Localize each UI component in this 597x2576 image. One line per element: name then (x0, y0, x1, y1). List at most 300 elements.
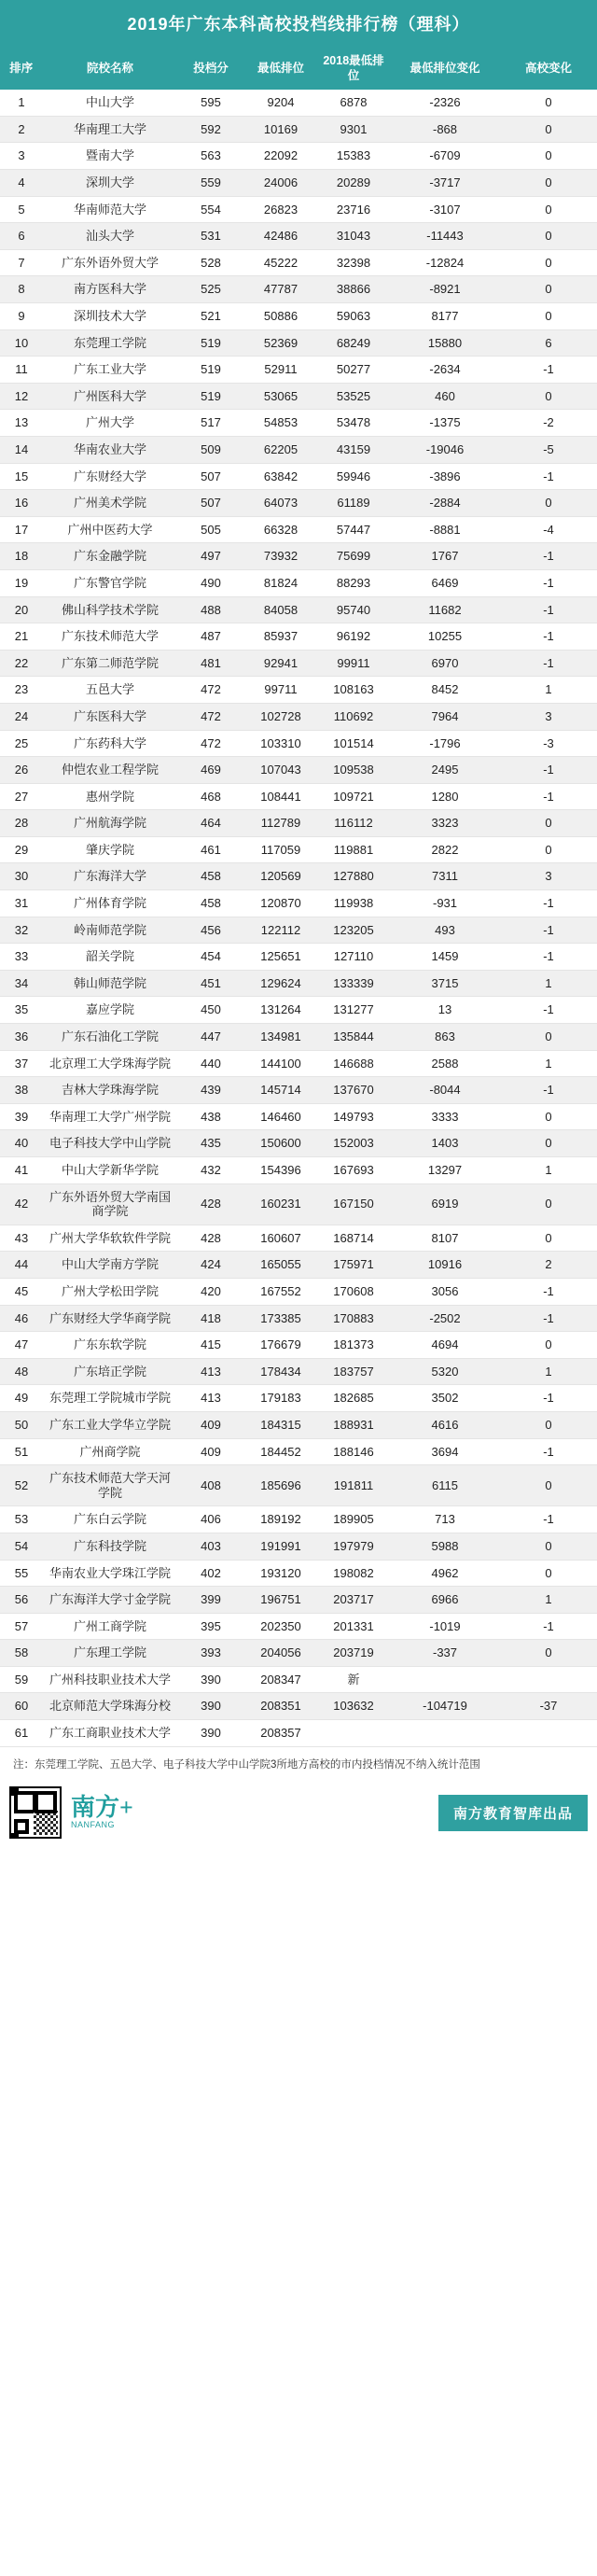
cell-min-rank: 193120 (244, 1560, 317, 1587)
cell-rank-change: -3717 (390, 170, 500, 197)
cell-min-rank: 117059 (244, 836, 317, 863)
cell-school-change: -1 (500, 1278, 597, 1305)
cell-school-change: 3 (500, 703, 597, 730)
table-row (0, 1640, 597, 1667)
cell-score: 447 (177, 1024, 244, 1051)
table-row (0, 917, 597, 944)
cell-school-name: 深圳技术大学 (43, 303, 177, 330)
cell-prev-min-rank: 110692 (317, 703, 390, 730)
cell-school-name: 广东外语外贸大学南国商学院 (43, 1183, 177, 1225)
cell-rank: 14 (0, 436, 43, 463)
table-row (0, 410, 597, 437)
cell-min-rank: 107043 (244, 757, 317, 784)
cell-score: 507 (177, 463, 244, 490)
cell-min-rank: 52369 (244, 329, 317, 357)
cell-school-change: -1 (500, 890, 597, 917)
cell-rank-change: -931 (390, 890, 500, 917)
cell-min-rank: 120569 (244, 863, 317, 890)
cell-rank: 35 (0, 997, 43, 1024)
cell-score: 432 (177, 1157, 244, 1184)
cell-rank: 32 (0, 917, 43, 944)
cell-prev-min-rank: 137670 (317, 1077, 390, 1104)
cell-prev-min-rank: 75699 (317, 543, 390, 570)
table-row (0, 1252, 597, 1279)
cell-school-name: 广东工业大学 (43, 357, 177, 384)
cell-school-change: 0 (500, 1225, 597, 1252)
cell-rank: 23 (0, 677, 43, 704)
cell-rank-change: 3694 (390, 1438, 500, 1465)
brand-subtitle: NANFANG (71, 1820, 116, 1830)
cell-score: 519 (177, 329, 244, 357)
cell-rank: 28 (0, 810, 43, 837)
cell-rank-change: -1796 (390, 730, 500, 757)
cell-prev-min-rank: 109538 (317, 757, 390, 784)
column-header-school-change: 高校变化 (500, 48, 597, 90)
cell-rank-change: 8177 (390, 303, 500, 330)
cell-rank-change (390, 1666, 500, 1693)
cell-score: 595 (177, 90, 244, 116)
cell-school-change: -1 (500, 997, 597, 1024)
cell-school-change: 0 (500, 223, 597, 250)
cell-prev-min-rank: 167693 (317, 1157, 390, 1184)
cell-rank-change: 6919 (390, 1183, 500, 1225)
table-row (0, 569, 597, 596)
cell-min-rank: 45222 (244, 249, 317, 276)
column-header-rank-change: 最低排位变化 (390, 48, 500, 90)
cell-prev-min-rank: 32398 (317, 249, 390, 276)
cell-rank-change: -8044 (390, 1077, 500, 1104)
cell-rank-change: 1403 (390, 1130, 500, 1157)
cell-prev-min-rank: 123205 (317, 917, 390, 944)
cell-rank: 50 (0, 1411, 43, 1438)
cell-score: 450 (177, 997, 244, 1024)
table-row (0, 1157, 597, 1184)
cell-prev-min-rank: 133339 (317, 970, 390, 997)
table-row (0, 703, 597, 730)
cell-min-rank: 144100 (244, 1050, 317, 1077)
table-body (0, 90, 597, 1746)
cell-rank: 45 (0, 1278, 43, 1305)
cell-score: 490 (177, 569, 244, 596)
cell-school-name: 广州大学 (43, 410, 177, 437)
cell-score: 390 (177, 1666, 244, 1693)
table-row (0, 890, 597, 917)
cell-school-name: 惠州学院 (43, 783, 177, 810)
cell-min-rank: 42486 (244, 223, 317, 250)
cell-score: 517 (177, 410, 244, 437)
table-row (0, 490, 597, 517)
cell-school-name: 电子科技大学中山学院 (43, 1130, 177, 1157)
cell-rank: 57 (0, 1613, 43, 1640)
cell-prev-min-rank: 181373 (317, 1332, 390, 1359)
cell-prev-min-rank: 6878 (317, 90, 390, 116)
cell-school-change: 0 (500, 1183, 597, 1225)
cell-rank-change: -1375 (390, 410, 500, 437)
cell-rank-change: 5988 (390, 1533, 500, 1560)
cell-school-name: 华南农业大学 (43, 436, 177, 463)
cell-school-name: 广州航海学院 (43, 810, 177, 837)
cell-min-rank: 145714 (244, 1077, 317, 1104)
cell-prev-min-rank: 23716 (317, 196, 390, 223)
cell-school-name: 广东科技学院 (43, 1533, 177, 1560)
cell-prev-min-rank: 203719 (317, 1640, 390, 1667)
table-row (0, 810, 597, 837)
cell-prev-min-rank (317, 1720, 390, 1747)
cell-score: 472 (177, 677, 244, 704)
cell-school-name: 肇庆学院 (43, 836, 177, 863)
cell-school-name: 吉林大学珠海学院 (43, 1077, 177, 1104)
cell-prev-min-rank: 152003 (317, 1130, 390, 1157)
cell-school-change: 2 (500, 1252, 597, 1279)
table-row (0, 944, 597, 971)
cell-school-change: 0 (500, 276, 597, 303)
cell-school-name: 广州大学松田学院 (43, 1278, 177, 1305)
publisher-badge: 南方教育智库出品 (438, 1795, 588, 1831)
cell-rank: 34 (0, 970, 43, 997)
cell-score: 393 (177, 1640, 244, 1667)
cell-prev-min-rank: 57447 (317, 516, 390, 543)
cell-school-change: -1 (500, 783, 597, 810)
cell-school-change: 1 (500, 1050, 597, 1077)
brand-logo: 南方+ (71, 1794, 133, 1822)
table-row (0, 1305, 597, 1332)
cell-score: 458 (177, 863, 244, 890)
cell-school-change: -1 (500, 1077, 597, 1104)
cell-prev-min-rank: 53478 (317, 410, 390, 437)
cell-score: 451 (177, 970, 244, 997)
cell-school-change: -1 (500, 650, 597, 677)
cell-score: 592 (177, 116, 244, 143)
cell-rank-change: 2588 (390, 1050, 500, 1077)
cell-rank: 53 (0, 1506, 43, 1533)
cell-rank-change: 863 (390, 1024, 500, 1051)
footer-brand-group (9, 1786, 133, 1839)
cell-school-name: 东莞理工学院城市学院 (43, 1385, 177, 1412)
table-row (0, 783, 597, 810)
cell-min-rank: 47787 (244, 276, 317, 303)
cell-rank: 10 (0, 329, 43, 357)
cell-min-rank: 196751 (244, 1587, 317, 1614)
table-row (0, 836, 597, 863)
cell-school-change: 0 (500, 90, 597, 116)
cell-rank-change: 493 (390, 917, 500, 944)
cell-school-name: 广州医科大学 (43, 383, 177, 410)
cell-prev-min-rank: 15383 (317, 143, 390, 170)
cell-min-rank: 62205 (244, 436, 317, 463)
cell-prev-min-rank: 31043 (317, 223, 390, 250)
table-row (0, 1560, 597, 1587)
cell-rank: 37 (0, 1050, 43, 1077)
cell-rank-change: 6970 (390, 650, 500, 677)
cell-prev-min-rank: 191811 (317, 1465, 390, 1506)
cell-rank: 9 (0, 303, 43, 330)
cell-rank-change: 5320 (390, 1358, 500, 1385)
cell-rank: 58 (0, 1640, 43, 1667)
cell-school-change: -1 (500, 357, 597, 384)
cell-rank: 39 (0, 1103, 43, 1130)
cell-rank: 1 (0, 90, 43, 116)
cell-min-rank: 122112 (244, 917, 317, 944)
cell-rank: 48 (0, 1358, 43, 1385)
cell-score: 390 (177, 1693, 244, 1720)
cell-min-rank: 120870 (244, 890, 317, 917)
cell-rank-change: -8921 (390, 276, 500, 303)
cell-score: 469 (177, 757, 244, 784)
cell-school-name: 广东外语外贸大学 (43, 249, 177, 276)
page-footer (0, 1781, 597, 1848)
cell-school-change (500, 1666, 597, 1693)
cell-score: 390 (177, 1720, 244, 1747)
table-row (0, 1385, 597, 1412)
brand-block (71, 1796, 133, 1829)
cell-rank-change: -2634 (390, 357, 500, 384)
cell-score: 559 (177, 170, 244, 197)
table-row (0, 223, 597, 250)
table-row (0, 1103, 597, 1130)
table-row (0, 1183, 597, 1225)
cell-rank: 43 (0, 1225, 43, 1252)
cell-prev-min-rank: 198082 (317, 1560, 390, 1587)
cell-school-change: 0 (500, 249, 597, 276)
cell-rank-change: -1019 (390, 1613, 500, 1640)
cell-school-name: 广东东软学院 (43, 1332, 177, 1359)
cell-prev-min-rank: 101514 (317, 730, 390, 757)
cell-school-name: 佛山科学技术学院 (43, 596, 177, 623)
cell-school-change: -5 (500, 436, 597, 463)
cell-score: 399 (177, 1587, 244, 1614)
cell-min-rank: 184452 (244, 1438, 317, 1465)
cell-school-name: 韩山师范学院 (43, 970, 177, 997)
cell-school-name: 华南理工大学广州学院 (43, 1103, 177, 1130)
cell-rank-change: -11443 (390, 223, 500, 250)
cell-prev-min-rank: 新 (317, 1666, 390, 1693)
cell-score: 440 (177, 1050, 244, 1077)
cell-rank-change: 3056 (390, 1278, 500, 1305)
cell-school-name: 广东药科大学 (43, 730, 177, 757)
table-row (0, 276, 597, 303)
cell-min-rank: 125651 (244, 944, 317, 971)
table-row (0, 383, 597, 410)
cell-school-change: -1 (500, 623, 597, 651)
cell-score: 458 (177, 890, 244, 917)
cell-rank-change: 3715 (390, 970, 500, 997)
cell-score: 415 (177, 1332, 244, 1359)
cell-score: 461 (177, 836, 244, 863)
page-title: 2019年广东本科高校投档线排行榜（理科） (0, 0, 597, 48)
cell-min-rank: 160607 (244, 1225, 317, 1252)
cell-rank-change: 8107 (390, 1225, 500, 1252)
cell-school-change: -2 (500, 410, 597, 437)
cell-rank-change: 7311 (390, 863, 500, 890)
cell-min-rank: 92941 (244, 650, 317, 677)
cell-rank-change: -19046 (390, 436, 500, 463)
cell-score: 408 (177, 1465, 244, 1506)
cell-min-rank: 103310 (244, 730, 317, 757)
cell-prev-min-rank: 182685 (317, 1385, 390, 1412)
cell-score: 424 (177, 1252, 244, 1279)
table-row (0, 543, 597, 570)
cell-min-rank: 10169 (244, 116, 317, 143)
table-row (0, 1411, 597, 1438)
cell-rank: 4 (0, 170, 43, 197)
cell-rank: 27 (0, 783, 43, 810)
cell-min-rank: 9204 (244, 90, 317, 116)
cell-school-name: 广东理工学院 (43, 1640, 177, 1667)
cell-school-change: 0 (500, 143, 597, 170)
cell-rank: 41 (0, 1157, 43, 1184)
cell-prev-min-rank: 109721 (317, 783, 390, 810)
cell-school-name: 广东工业大学华立学院 (43, 1411, 177, 1438)
cell-min-rank: 112789 (244, 810, 317, 837)
cell-rank-change: 10916 (390, 1252, 500, 1279)
cell-score: 481 (177, 650, 244, 677)
cell-school-change: 3 (500, 863, 597, 890)
cell-rank: 11 (0, 357, 43, 384)
column-header-min-rank: 最低排位 (244, 48, 317, 90)
cell-rank: 7 (0, 249, 43, 276)
cell-school-name: 广东培正学院 (43, 1358, 177, 1385)
cell-rank-change: 2495 (390, 757, 500, 784)
cell-rank: 3 (0, 143, 43, 170)
cell-rank-change: 460 (390, 383, 500, 410)
cell-school-name: 北京理工大学珠海学院 (43, 1050, 177, 1077)
cell-rank: 47 (0, 1332, 43, 1359)
cell-school-name: 五邑大学 (43, 677, 177, 704)
cell-school-name: 广州工商学院 (43, 1613, 177, 1640)
cell-rank-change: 13 (390, 997, 500, 1024)
cell-score: 420 (177, 1278, 244, 1305)
cell-prev-min-rank: 201331 (317, 1613, 390, 1640)
cell-prev-min-rank: 99911 (317, 650, 390, 677)
cell-school-change: 0 (500, 116, 597, 143)
cell-school-name: 华南理工大学 (43, 116, 177, 143)
cell-score: 528 (177, 249, 244, 276)
table-row (0, 90, 597, 116)
cell-rank: 42 (0, 1183, 43, 1225)
cell-rank: 25 (0, 730, 43, 757)
cell-rank: 36 (0, 1024, 43, 1051)
cell-prev-min-rank: 116112 (317, 810, 390, 837)
table-row (0, 143, 597, 170)
cell-prev-min-rank: 189905 (317, 1506, 390, 1533)
cell-school-name: 广州大学华软软件学院 (43, 1225, 177, 1252)
cell-prev-min-rank: 197979 (317, 1533, 390, 1560)
cell-score: 402 (177, 1560, 244, 1587)
cell-rank: 38 (0, 1077, 43, 1104)
table-row (0, 623, 597, 651)
cell-rank: 21 (0, 623, 43, 651)
cell-min-rank: 150600 (244, 1130, 317, 1157)
table-row (0, 1666, 597, 1693)
cell-prev-min-rank: 68249 (317, 329, 390, 357)
cell-school-name: 广州商学院 (43, 1438, 177, 1465)
column-header-school: 院校名称 (43, 48, 177, 90)
cell-min-rank: 53065 (244, 383, 317, 410)
table-row (0, 116, 597, 143)
column-header-score: 投档分 (177, 48, 244, 90)
table-row (0, 1465, 597, 1506)
cell-school-name: 广东财经大学华商学院 (43, 1305, 177, 1332)
cell-school-change: 0 (500, 1640, 597, 1667)
cell-min-rank: 204056 (244, 1640, 317, 1667)
cell-school-name: 中山大学 (43, 90, 177, 116)
cell-prev-min-rank: 38866 (317, 276, 390, 303)
cell-school-change: 0 (500, 1411, 597, 1438)
cell-rank-change: -868 (390, 116, 500, 143)
cell-min-rank: 179183 (244, 1385, 317, 1412)
cell-prev-min-rank: 149793 (317, 1103, 390, 1130)
cell-school-name: 华南农业大学珠江学院 (43, 1560, 177, 1587)
cell-rank: 30 (0, 863, 43, 890)
cell-prev-min-rank: 50277 (317, 357, 390, 384)
cell-min-rank: 64073 (244, 490, 317, 517)
cell-min-rank: 22092 (244, 143, 317, 170)
cell-score: 428 (177, 1183, 244, 1225)
cell-school-change: 0 (500, 1533, 597, 1560)
cell-rank-change: 7964 (390, 703, 500, 730)
cell-school-change: 0 (500, 1465, 597, 1506)
cell-min-rank: 102728 (244, 703, 317, 730)
cell-score: 454 (177, 944, 244, 971)
cell-score: 409 (177, 1411, 244, 1438)
cell-score: 468 (177, 783, 244, 810)
table-row (0, 303, 597, 330)
cell-school-name: 暨南大学 (43, 143, 177, 170)
cell-score: 395 (177, 1613, 244, 1640)
cell-score: 418 (177, 1305, 244, 1332)
cell-school-change: -37 (500, 1693, 597, 1720)
cell-prev-min-rank: 95740 (317, 596, 390, 623)
cell-school-change: 1 (500, 1358, 597, 1385)
footnote: 注：东莞理工学院、五邑大学、电子科技大学中山学院3所地方高校的市内投档情况不纳入统计范围 (0, 1747, 597, 1781)
cell-prev-min-rank: 53525 (317, 383, 390, 410)
cell-rank: 55 (0, 1560, 43, 1587)
cell-score: 509 (177, 436, 244, 463)
cell-min-rank: 26823 (244, 196, 317, 223)
cell-min-rank: 176679 (244, 1332, 317, 1359)
cell-school-name: 韶关学院 (43, 944, 177, 971)
cell-min-rank: 134981 (244, 1024, 317, 1051)
cell-school-name: 广州科技职业技术大学 (43, 1666, 177, 1693)
cell-school-name: 广东石油化工学院 (43, 1024, 177, 1051)
table-row (0, 1533, 597, 1560)
cell-score: 521 (177, 303, 244, 330)
cell-rank: 59 (0, 1666, 43, 1693)
cell-rank: 15 (0, 463, 43, 490)
table-row (0, 677, 597, 704)
cell-rank-change: 1767 (390, 543, 500, 570)
cell-rank-change: 11682 (390, 596, 500, 623)
table-row (0, 1332, 597, 1359)
qr-code-icon[interactable] (9, 1786, 62, 1839)
cell-min-rank: 189192 (244, 1506, 317, 1533)
table-row (0, 970, 597, 997)
cell-prev-min-rank: 135844 (317, 1024, 390, 1051)
cell-score: 519 (177, 383, 244, 410)
cell-rank-change: 3502 (390, 1385, 500, 1412)
cell-prev-min-rank: 188146 (317, 1438, 390, 1465)
cell-school-name: 广东工商职业技术大学 (43, 1720, 177, 1747)
cell-prev-min-rank: 175971 (317, 1252, 390, 1279)
cell-school-change: -1 (500, 569, 597, 596)
cell-school-change: 0 (500, 810, 597, 837)
cell-school-name: 仲恺农业工程学院 (43, 757, 177, 784)
cell-score: 406 (177, 1506, 244, 1533)
cell-min-rank: 129624 (244, 970, 317, 997)
table-row (0, 757, 597, 784)
cell-school-change: 0 (500, 196, 597, 223)
table-row (0, 730, 597, 757)
